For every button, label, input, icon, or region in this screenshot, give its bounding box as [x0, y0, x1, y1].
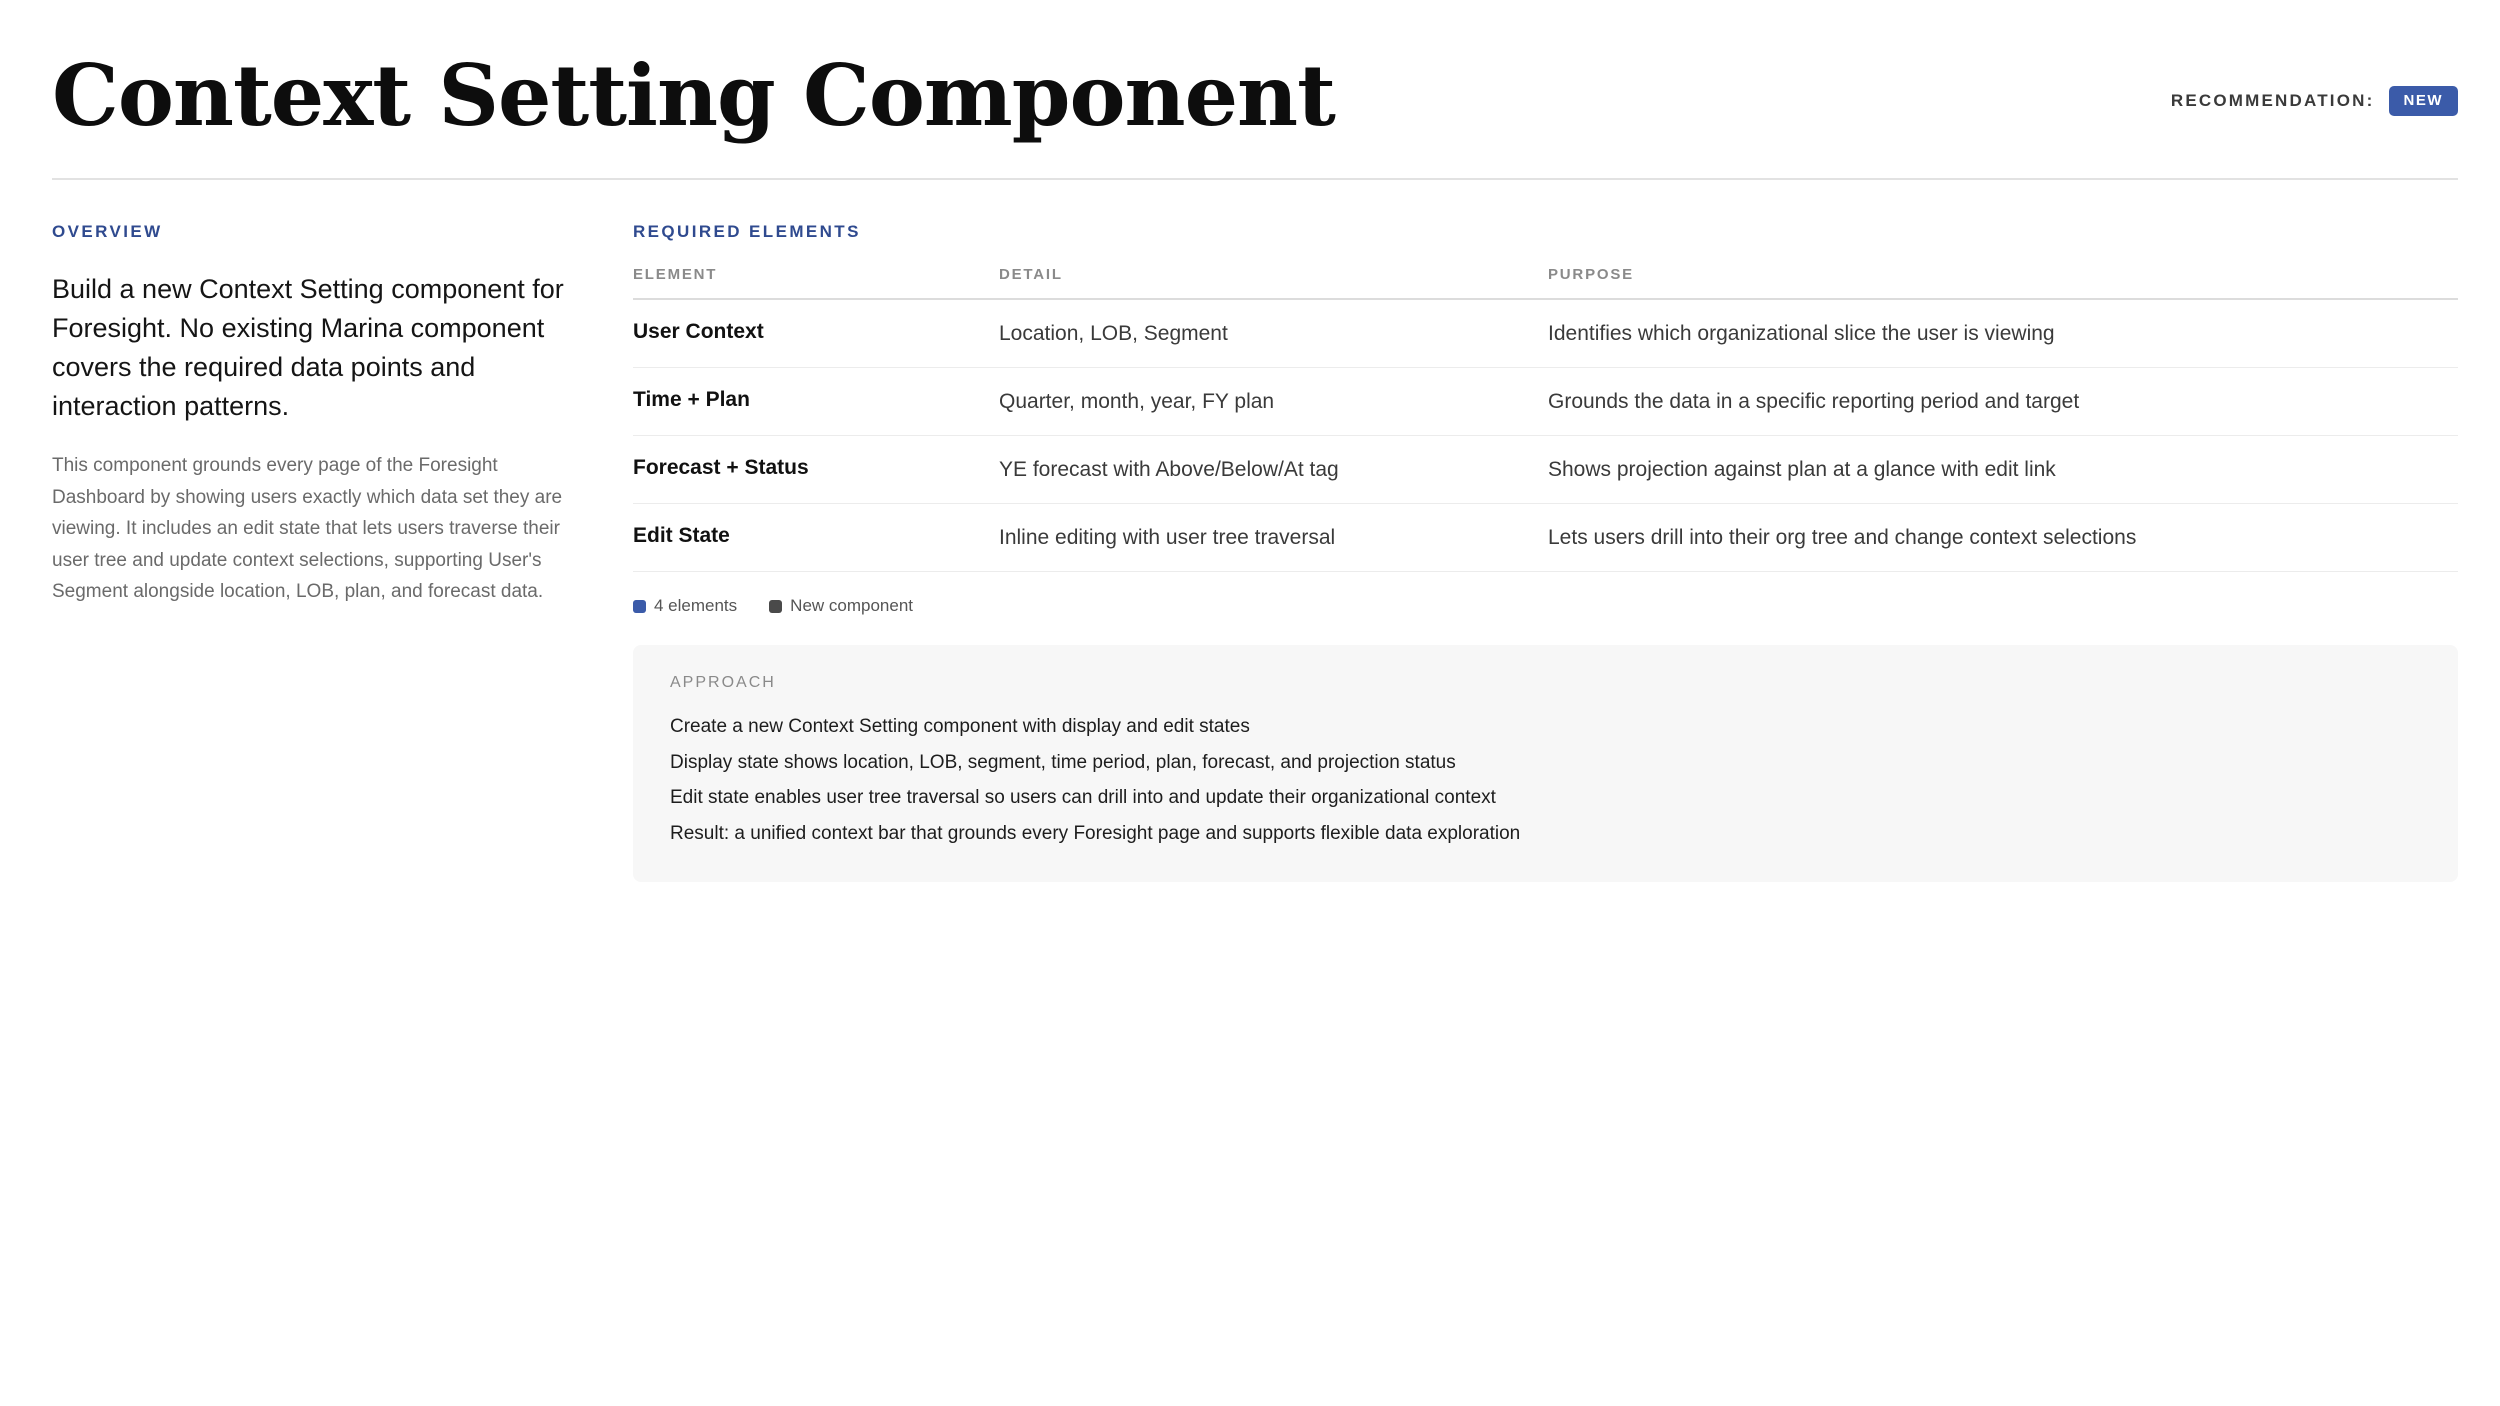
page — [52, 0, 2458, 1406]
overview-section — [52, 222, 572, 608]
legend-swatch-dark — [769, 600, 782, 613]
overview-label: OVERVIEW — [52, 222, 163, 241]
legend — [633, 594, 2458, 618]
row-purpose: Identifies which organizational slice the user is viewing — [1548, 321, 2055, 345]
legend-label: New component — [790, 596, 914, 615]
approach-list — [670, 709, 2421, 851]
legend-item-elements — [633, 596, 737, 616]
row-purpose: Lets users drill into their org tree and change context selections — [1548, 525, 2137, 549]
approach-item: Display state shows location, LOB, segment, time period, plan, forecast, and projection status — [670, 751, 1456, 773]
table-row — [633, 504, 2458, 572]
page-title: Context Setting Component — [52, 46, 1335, 145]
approach-item: Result: a unified context bar that grounds every Foresight page and supports flexible data exploration — [670, 822, 1521, 844]
required-elements-label: REQUIRED ELEMENTS — [633, 222, 861, 241]
row-detail: YE forecast with Above/Below/At tag — [999, 457, 1339, 481]
approach-panel — [633, 645, 2458, 882]
row-element: Time + Plan — [633, 387, 750, 411]
row-detail: Location, LOB, Segment — [999, 321, 1228, 345]
page-header — [52, 40, 2458, 180]
row-purpose: Shows projection against plan at a glance with edit link — [1548, 457, 2056, 481]
legend-label: 4 elements — [654, 596, 738, 615]
overview-body: This component grounds every page of the Foresight Dashboard by showing users exactly which data set they are viewing. It includes an edit state that lets users traverse their user tree and update context selections, supporting User's Segment alongside location, LOB, plan, and forecast data. — [52, 455, 563, 602]
required-elements-section — [633, 222, 2458, 882]
overview-lead: Build a new Context Setting component for Foresight. No existing Marina component covers the required data points and interaction patterns. — [52, 274, 564, 421]
recommendation — [2171, 86, 2458, 116]
required-elements-table — [633, 266, 2458, 572]
legend-swatch-blue — [633, 600, 646, 613]
row-element: User Context — [633, 319, 764, 343]
recommendation-label: RECOMMENDATION: — [2170, 91, 2375, 110]
approach-item: Create a new Context Setting component with display and edit states — [670, 716, 1250, 737]
row-detail: Quarter, month, year, FY plan — [999, 389, 1275, 413]
column-header-detail: DETAIL — [999, 266, 1063, 283]
table-row — [633, 368, 2458, 436]
row-element: Forecast + Status — [633, 455, 809, 479]
table-row — [633, 436, 2458, 504]
recommendation-badge: NEW — [2389, 86, 2459, 116]
table-header — [633, 266, 2458, 300]
row-detail: Inline editing with user tree traversal — [999, 525, 1336, 549]
row-element: Edit State — [633, 523, 730, 547]
column-header-purpose: PURPOSE — [1548, 266, 1634, 283]
row-purpose: Grounds the data in a specific reporting period and target — [1548, 389, 2080, 413]
column-header-element: ELEMENT — [633, 266, 718, 283]
table-row — [633, 300, 2458, 368]
approach-label: APPROACH — [670, 674, 776, 691]
legend-item-new-component — [769, 596, 913, 616]
approach-item: Edit state enables user tree traversal so users can drill into and update their organizational context — [670, 787, 1496, 808]
